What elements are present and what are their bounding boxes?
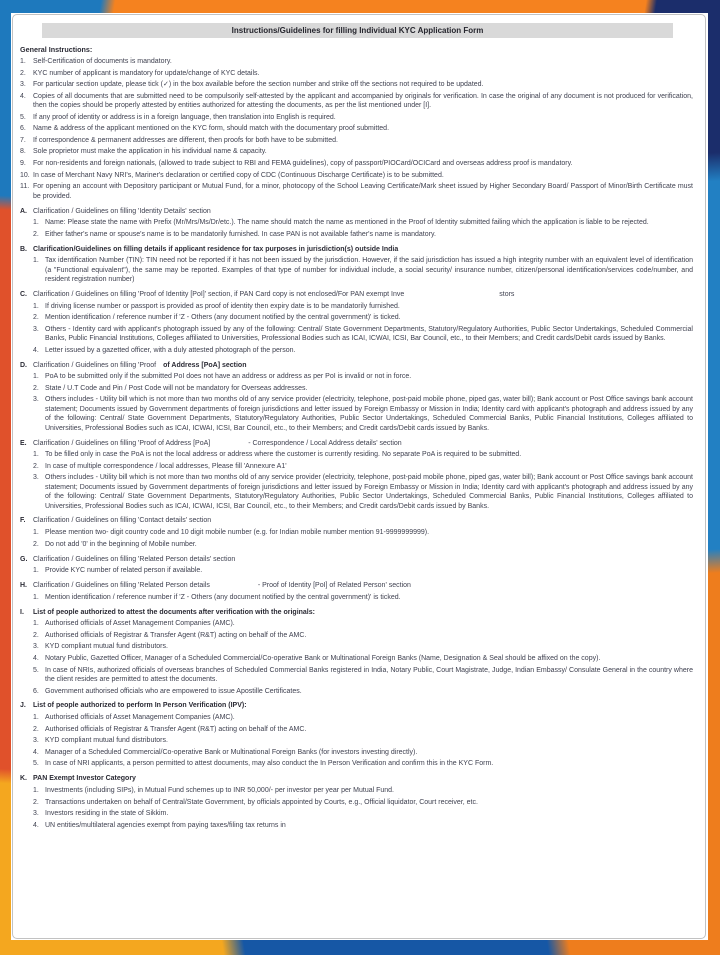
- item-number: 1.: [33, 257, 39, 265]
- section-heading: Clarification/Guidelines on filling details if applicant residence for tax purposes in jurisdiction(s) outside India: [33, 245, 399, 253]
- item-number: 6.: [33, 687, 39, 695]
- item-number: 4.: [20, 92, 26, 100]
- item-number: 1.: [33, 714, 39, 722]
- section-items: [33, 619, 695, 696]
- item-text: Mention identification / reference number if 'Z - Others (any document notified by the central government)' is ticked.: [45, 593, 401, 601]
- item-text: If any proof of identity or address is in a foreign language, then translation into English is required.: [33, 113, 336, 121]
- item-number: 3.: [33, 396, 39, 404]
- general-instructions-list: [20, 57, 695, 201]
- item-text: PoA to be submitted only if the submitted PoI does not have an address or address as per PoI is invalid or not in force.: [45, 373, 412, 381]
- item-text: Mention identification / reference number if 'Z - Others (any document notified by the central government)' is ticked.: [45, 314, 401, 322]
- instruction-item: [33, 642, 695, 651]
- section-items: [33, 450, 695, 511]
- frame-band-right: [708, 0, 720, 955]
- item-number: 4.: [33, 748, 39, 756]
- item-number: 1.: [33, 302, 39, 310]
- instruction-item: [33, 786, 695, 795]
- item-text: KYD compliant mutual fund distributors.: [45, 643, 168, 651]
- item-text: Others includes - Utility bill which is not more than two months old of any service provider (electricity, telephone, post-paid mobile phone, piped gas, water bill); Bank account or Post Office savings bank account statement; Documents issued by Government departments of foreign jurisdictions and letter issued by Foreign Embassy or Mission in India; Identity card with applicant's photograph and address issued by any of the following: Central/ State Government Departments, Statutory/Regulatory Authorities, Public Sector Undertakings, Scheduled Commercial Banks, Public Financial Institutions, Colleges affiliated to Universities, Professional Bodies such as ICAI, ICWAI, ICSI, Bar Council, etc., to their Members; and Credit cards/Debit cards issued by Banks.: [45, 396, 693, 432]
- instruction-item: [33, 809, 695, 818]
- instruction-item: [33, 736, 695, 745]
- item-text: In case of Merchant Navy NRI's, Mariner's declaration or certified copy of CDC (Continuous Discharge Certificate) is to be submitted.: [33, 171, 444, 179]
- item-text: KYC number of applicant is mandatory for update/change of KYC details.: [33, 69, 260, 77]
- section-heading: Clarification / Guidelines on filling 'Identity Details' section: [33, 207, 211, 215]
- item-number: 1.: [33, 786, 39, 794]
- section-heading-row: [20, 207, 695, 216]
- instruction-item: [33, 302, 695, 311]
- item-number: 2.: [33, 384, 39, 392]
- instruction-item: [33, 372, 695, 381]
- frame-band-left: [0, 0, 11, 955]
- item-number: 3.: [20, 81, 26, 89]
- section-heading-row: [20, 516, 695, 525]
- item-text: Transactions undertaken on behalf of Central/State Government, by officials appointed by Courts, e.g., Official liquidator, Court receiver, etc.: [45, 798, 478, 806]
- item-text: Investors residing in the state of Sikkim.: [45, 810, 169, 818]
- section-items: [33, 786, 695, 830]
- item-text: Self-Certification of documents is mandatory.: [33, 57, 172, 65]
- item-number: 3.: [33, 474, 39, 482]
- instruction-item: [33, 450, 695, 459]
- section-heading-row: [20, 774, 695, 783]
- instruction-item: [33, 325, 695, 344]
- item-number: 1.: [33, 567, 39, 575]
- section-heading: PAN Exempt Investor Category: [33, 775, 136, 783]
- instruction-item: [20, 69, 695, 78]
- instruction-item: [20, 57, 695, 66]
- item-number: 5.: [20, 113, 26, 121]
- item-text: Investments (including SIPs), in Mutual Fund schemes up to INR 50,000/- per investor per year per Mutual Fund.: [45, 786, 394, 794]
- item-number: 1.: [33, 620, 39, 628]
- item-text: Government authorised officials who are empowered to issue Apostille Certificates.: [45, 687, 302, 695]
- instruction-item: [33, 540, 695, 549]
- item-number: 2.: [33, 631, 39, 639]
- item-number: 1.: [20, 57, 26, 65]
- section-letter: C.: [20, 290, 27, 298]
- document-page: [12, 14, 706, 939]
- instruction-item: [20, 92, 695, 111]
- instruction-item: [33, 218, 695, 227]
- instruction-item: [33, 631, 695, 640]
- section: [20, 361, 695, 433]
- item-number: 5.: [33, 666, 39, 674]
- section-heading: Clarification / Guidelines on filling 'Proof of Identity [PoI]' section, if PAN Card copy is not enclosed/For PAN exempt Inve: [33, 290, 405, 298]
- item-text: Authorised officials of Asset Management Companies (AMC).: [45, 620, 235, 628]
- section-letter: B.: [20, 245, 27, 253]
- item-text: Notary Public, Gazetted Officer, Manager of a Scheduled Commercial/Co-operative Bank or Multinational Foreign Banks (Name, Designation & Seal should be affixed on the copy).: [45, 654, 601, 662]
- instruction-item: [20, 136, 695, 145]
- section-letter: G.: [20, 555, 28, 563]
- section-heading: List of people authorized to attest the documents after verification with the originals:: [33, 608, 315, 616]
- section-letter: E.: [20, 439, 27, 447]
- item-number: 3.: [33, 643, 39, 651]
- item-number: 2.: [33, 462, 39, 470]
- item-number: 2.: [33, 230, 39, 238]
- section: [20, 581, 695, 602]
- instruction-item: [33, 384, 695, 393]
- item-text: Letter issued by a gazetted officer, with a duly attested photograph of the person.: [45, 346, 296, 354]
- item-text: Authorised officials of Asset Management Companies (AMC).: [45, 714, 235, 722]
- instruction-item: [33, 528, 695, 537]
- item-text: Authorised officials of Registrar & Transfer Agent (R&T) acting on behalf of the AMC.: [45, 631, 307, 639]
- instruction-item: [33, 230, 695, 239]
- instruction-item: [20, 182, 695, 201]
- item-text: For particular section update, please tick (✓) in the box available before the section number and strike off the sections not required to be updated.: [33, 81, 484, 89]
- section-heading-row: [20, 581, 695, 590]
- item-number: 4.: [33, 346, 39, 354]
- section-heading: Clarification / Guidelines on filling 'Proof: [33, 361, 157, 369]
- section-items: [33, 256, 695, 284]
- general-instructions-heading: General Instructions:: [20, 45, 93, 54]
- instruction-item: [33, 593, 695, 602]
- section-items: [33, 528, 695, 549]
- section-heading-row: [20, 608, 695, 617]
- item-number: 2.: [33, 314, 39, 322]
- instruction-item: [33, 748, 695, 757]
- instruction-item: [20, 159, 695, 168]
- item-text: In case of NRI applicants, a person permitted to attest documents, may also conduct the In Person Verification and confirm this in the KYC Form.: [45, 760, 494, 768]
- instruction-item: [33, 654, 695, 663]
- instruction-item: [33, 759, 695, 768]
- section: [20, 245, 695, 285]
- item-number: 2.: [20, 69, 26, 77]
- item-text: Tax identification Number (TIN): TIN need not be reported if it has not been issued by the jurisdiction. However, if the said jurisdiction has issued a high integrity number with an equivalent level of identification (a "Functional equivalent"), the same may be reported. Examples of that type of number for individual include, a social security/ insurance number, citizen/personal identification/services code/number, and resident registration number): [45, 257, 693, 284]
- item-text: If correspondence & permanent addresses are different, then proofs for both have to be submitted.: [33, 136, 338, 144]
- instruction-item: [33, 725, 695, 734]
- item-text: Name: Please state the name with Prefix (Mr/Mrs/Ms/Dr/etc.). The name should match the name as mentioned in the Proof of Identity submitted failing which the application is liable to be rejected.: [45, 219, 649, 227]
- item-number: 9.: [20, 160, 26, 168]
- item-number: 4.: [33, 654, 39, 662]
- instruction-item: [33, 462, 695, 471]
- section-heading-tail: - Correspondence / Local Address details' section: [248, 439, 402, 447]
- section-items: [33, 593, 695, 602]
- instruction-item: [20, 80, 695, 89]
- instruction-item: [33, 313, 695, 322]
- page-title: Instructions/Guidelines for filling Individual KYC Application Form: [42, 23, 673, 38]
- section-heading-row: [20, 290, 695, 299]
- section-letter: I.: [20, 608, 24, 616]
- section-heading: Clarification / Guidelines on filling 'Contact details' section: [33, 517, 212, 525]
- sections-container: [20, 207, 695, 831]
- section-letter: D.: [20, 361, 27, 369]
- item-number: 7.: [20, 136, 26, 144]
- section-items: [33, 218, 695, 239]
- item-text: For non-residents and foreign nationals, (allowed to trade subject to RBI and FEMA guidelines), copy of passport/PIOCard/OCICard and overseas address proof is mandatory.: [33, 160, 573, 168]
- item-number: 8.: [20, 148, 26, 156]
- section-items: [33, 302, 695, 356]
- item-text: State / U.T Code and Pin / Post Code will not be mandatory for Overseas addresses.: [45, 384, 308, 392]
- instruction-item: [20, 113, 695, 122]
- item-text: Others includes - Utility bill which is not more than two months old of any service provider (electricity, telephone, post-paid mobile phone, piped gas, water bill); Bank account or Post Office savings bank account statement; Documents issued by Government departments of foreign jurisdictions and letter issued by Foreign Embassy or Mission in India; Identity card with applicant's photograph and address issued by any of the following: Central/ State Government Departments, Statutory/Regulatory Authorities, Public Sector Undertakings, Scheduled Commercial Banks, Public Financial Institutions, Colleges affiliated to Universities, Professional Bodies such as ICAI, ICWAI, ICSI, Bar Council, etc., to their Members; and Credit cards/Debit cards issued by Banks.: [45, 474, 693, 510]
- item-text: Manager of a Scheduled Commercial/Co-operative Bank or Multinational Foreign Banks (for investors investing directly).: [45, 748, 418, 756]
- section-heading: List of people authorized to perform In Person Verification (IPV):: [33, 702, 247, 710]
- section-heading-tail: stors: [499, 290, 515, 298]
- item-number: 3.: [33, 737, 39, 745]
- instruction-item: [33, 687, 695, 696]
- section-heading-row: [20, 701, 695, 710]
- instruction-item: [33, 619, 695, 628]
- instruction-item: [33, 821, 695, 830]
- section-letter: J.: [20, 702, 26, 710]
- section-items: [33, 372, 695, 433]
- instruction-item: [33, 256, 695, 284]
- item-text: Provide KYC number of related person if available.: [45, 567, 203, 575]
- section: [20, 555, 695, 576]
- frame-band-bottom: [0, 940, 720, 955]
- item-number: 2.: [33, 725, 39, 733]
- section-letter: H.: [20, 582, 27, 590]
- section: [20, 439, 695, 511]
- item-text: Others - Identity card with applicant's photograph issued by any of the following: Central/ State Government Departments, Statutory/Regulatory Authorities, Public Sector Undertakings, Scheduled Commercial Banks, Public Financial Institutions, Colleges affiliated to Universities, Professional Bodies such as ICAI, ICWAI, ICSI, Bar Council, etc., to their Members; and Credit cards/Debit cards issued by Banks.: [45, 325, 693, 343]
- section-heading-tail: of Address [PoA] section: [163, 361, 247, 369]
- section-heading-row: [20, 245, 695, 254]
- section: [20, 774, 695, 830]
- item-text: In case of multiple correspondence / local addresses, Please fill 'Annexure A1': [45, 462, 287, 470]
- item-text: Sole proprietor must make the application in his individual name & capacity.: [33, 148, 267, 156]
- item-number: 1.: [33, 219, 39, 227]
- section-items: [33, 566, 695, 575]
- item-number: 1.: [33, 373, 39, 381]
- instruction-item: [33, 566, 695, 575]
- item-text: In case of NRIs, authorized officials of overseas branches of Scheduled Commercial Banks registered in India, Notary Public, Court Magistrate, Judge, Indian Embassy/ Consulate General in the country where the client resides are permitted to attest the documents.: [45, 666, 693, 683]
- section-heading-row: [20, 361, 695, 370]
- instruction-item: [20, 171, 695, 180]
- item-number: 3.: [33, 325, 39, 333]
- item-text: Authorised officials of Registrar & Transfer Agent (R&T) acting on behalf of the AMC.: [45, 725, 307, 733]
- section-heading-row: [20, 439, 695, 448]
- item-number: 3.: [33, 810, 39, 818]
- frame-band-top: [0, 0, 720, 13]
- section-letter: F.: [20, 517, 26, 525]
- section-heading: Clarification / Guidelines on filling 'Related Person details' section: [33, 555, 236, 563]
- item-text: If driving license number or passport is provided as proof of identity then expiry date is to be mandatorily furnished.: [45, 302, 400, 310]
- section-heading-tail: - Proof of Identity [PoI] of Related Person' section: [257, 582, 411, 590]
- item-text: KYD compliant mutual fund distributors.: [45, 737, 168, 745]
- instruction-item: [20, 147, 695, 156]
- item-text: Either father's name or spouse's name is to be mandatorily furnished. In case PAN is not available father's name is mandatory.: [45, 230, 436, 238]
- instruction-item: [33, 473, 695, 511]
- item-number: 1.: [33, 451, 39, 459]
- section: [20, 290, 695, 355]
- section-letter: A.: [20, 207, 27, 215]
- instruction-item: [33, 798, 695, 807]
- item-number: 11.: [20, 183, 30, 191]
- item-text: UN entities/multilateral agencies exempt from paying taxes/filing tax returns in: [45, 821, 286, 829]
- item-text: Name & address of the applicant mentioned on the KYC form, should match with the documentary proof submitted.: [33, 125, 390, 133]
- item-text: Do not add '0' in the beginning of Mobile number.: [45, 540, 197, 548]
- instruction-item: [33, 666, 695, 685]
- item-number: 1.: [33, 593, 39, 601]
- item-text: Please mention two- digit country code and 10 digit mobile number (e.g. for Indian mobile number mention 91-9999999999).: [45, 529, 430, 537]
- instruction-item: [33, 395, 695, 433]
- item-number: 1.: [33, 529, 39, 537]
- section-heading: Clarification / Guidelines on filling 'Proof of Address [PoA]: [33, 439, 211, 447]
- section: [20, 207, 695, 240]
- section: [20, 701, 695, 768]
- section-heading: Clarification / Guidelines on filling 'Related Person details: [33, 582, 210, 590]
- item-text: Copies of all documents that are submitted need to be compulsorily self-attested by the applicant and accompanied by originals for verification. In case the original of any document is not produced for verification, then the copies should be properly attested by entities authorized for attesting the documents, as per the list mentioned under [I].: [33, 92, 693, 110]
- item-number: 5.: [33, 760, 39, 768]
- item-text: To be filled only in case the PoA is not the local address or address where the customer is currently residing. No separate PoA is required to be submitted.: [45, 451, 522, 459]
- instruction-item: [20, 124, 695, 133]
- item-number: 2.: [33, 540, 39, 548]
- section-items: [33, 713, 695, 769]
- instruction-item: [33, 713, 695, 722]
- item-number: 6.: [20, 125, 26, 133]
- section: [20, 516, 695, 549]
- section: [20, 608, 695, 696]
- item-number: 4.: [33, 821, 39, 829]
- item-text: For opening an account with Depository participant or Mutual Fund, for a minor, photocopy of the School Leaving Certificate/Mark sheet issued by Higher Secondary Board/ Passport of Minor/Birth Certificate must be provided.: [33, 183, 693, 200]
- section-heading-row: [20, 555, 695, 564]
- instruction-item: [33, 346, 695, 355]
- item-number: 2.: [33, 798, 39, 806]
- item-number: 10.: [20, 171, 30, 179]
- section-letter: K.: [20, 775, 27, 783]
